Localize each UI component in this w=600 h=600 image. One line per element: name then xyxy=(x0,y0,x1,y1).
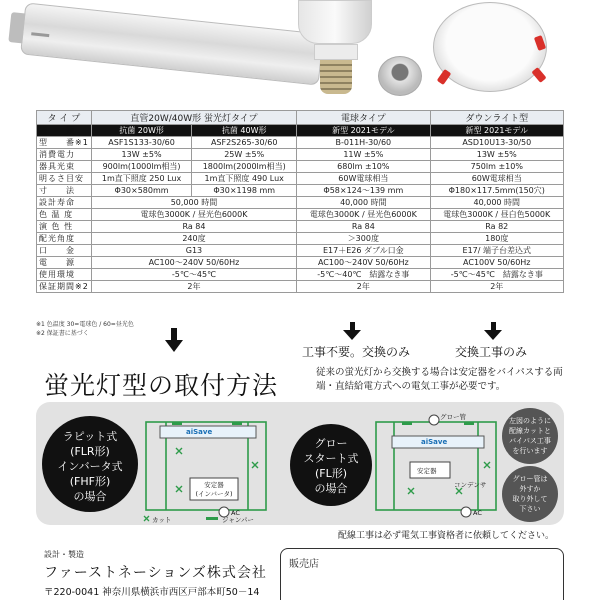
row-label: 器具光束 xyxy=(37,161,92,173)
table-cell: 750lm ±10% xyxy=(430,161,563,173)
table-row xyxy=(37,281,564,293)
table-cell: 抗菌 40W形 xyxy=(192,125,297,137)
table-cell: 電球色3000K / 昼白色5000K xyxy=(430,209,563,221)
wiring-note: 配線工事は必ず電気工事資格者に依頼してください。 xyxy=(338,531,555,541)
row-label: 保証期間※2 xyxy=(37,281,92,293)
table-cell: Ra 84 xyxy=(91,221,296,233)
table-cell: 抗菌 20W形 xyxy=(91,125,192,137)
arrow-bulb-text: 工事不要。交換のみ xyxy=(302,345,411,359)
table-row xyxy=(37,221,564,233)
product-photos xyxy=(0,0,600,108)
table-cell: 2年 xyxy=(430,281,563,293)
table-cell: -5℃～45℃ 結露なき事 xyxy=(430,269,563,281)
table-cell: Ra 84 xyxy=(297,221,430,233)
left-ballast-label: 安定器 (インバータ) xyxy=(195,481,233,498)
table-cell: E17＋E26 ダブル口金 xyxy=(297,245,430,257)
table-cell: B-011H-30/60 xyxy=(297,137,430,149)
table-cell: AC100～240V 50/60Hz xyxy=(297,257,430,269)
table-cell: 60W電球相当 xyxy=(297,173,430,185)
row-label: 明るさ目安 xyxy=(37,173,92,185)
table-cell: ASF2S265-30/60 xyxy=(192,137,297,149)
table-cell: -5℃～45℃ xyxy=(91,269,296,281)
install-explanation: 従来の蛍光灯から交換する場合は安定器をバイパスする両端・直結給電方式への電気工事が必要です。 xyxy=(316,367,563,392)
table-cell: 25W ±5% xyxy=(192,149,297,161)
table-row xyxy=(37,173,564,185)
glow-start-circle: グロー スタート式 (FL形) の場合 xyxy=(290,424,372,506)
row-label: 配光角度 xyxy=(37,233,92,245)
table-cell: ASD10U13-30/50 xyxy=(430,137,563,149)
downlight-photo xyxy=(433,2,547,92)
glow-label: グロー管 xyxy=(440,413,466,421)
row-label: 口 金 xyxy=(37,245,92,257)
side-note-2: グロー管は 外すか 取り外して 下さい xyxy=(502,466,558,522)
table-cell: 2年 xyxy=(297,281,430,293)
header-type: タ イ プ xyxy=(37,111,92,125)
table-cell: 1m直下照度 250 Lux xyxy=(91,173,192,185)
led-tube-photo xyxy=(20,2,324,85)
row-label: 電 源 xyxy=(37,257,92,269)
legend-jumper: ジャンパー xyxy=(222,516,254,524)
install-title: 蛍光灯型の取付方法 xyxy=(44,371,279,400)
row-label: 演 色 性 xyxy=(37,221,92,233)
row-label: 使用環境 xyxy=(37,269,92,281)
bulb-base-photo xyxy=(320,60,352,94)
note-2: ※2 保証書に基づく xyxy=(36,330,89,337)
table-row xyxy=(37,245,564,257)
table-cell: -5℃～40℃ 結露なき事 xyxy=(297,269,430,281)
table-cell: 2年 xyxy=(91,281,296,293)
table-cell: 電球色3000K / 昼光色6000K xyxy=(91,209,296,221)
table-row xyxy=(37,209,564,221)
table-header-row xyxy=(37,111,564,125)
table-row xyxy=(37,137,564,149)
header-bulb: 電球タイプ xyxy=(297,111,430,125)
table-cell: 180度 xyxy=(430,233,563,245)
condenser-label: コンデンサ xyxy=(454,481,487,489)
rapid-start-circle: ラピット式 (FLR形) インバータ式 (FHF形) の場合 xyxy=(42,416,138,512)
table-cell: 60W電球相当 xyxy=(430,173,563,185)
table-cell: AC100V 50/60Hz xyxy=(430,257,563,269)
row-label: 寸 法 xyxy=(37,185,92,197)
table-cell: 50,000 時間 xyxy=(91,197,296,209)
header-tube: 直管20W/40W形 蛍光灯タイプ xyxy=(91,111,296,125)
table-cell: 11W ±5% xyxy=(297,149,430,161)
table-notes xyxy=(36,320,134,338)
table-row xyxy=(37,269,564,281)
right-ballast-label: 安定器 xyxy=(417,467,437,475)
dealer-box xyxy=(280,548,564,600)
table-cell: 240度 xyxy=(91,233,296,245)
table-cell: 新型 2021モデル xyxy=(297,125,430,137)
maker-label: 設計・製造 xyxy=(44,550,84,559)
right-tube-label: aiSave xyxy=(421,438,448,446)
right-ac xyxy=(461,507,471,517)
company-address: 〒220-0041 神奈川県横浜市西区戸部本町50－14 xyxy=(44,587,260,598)
table-cell: E17/ 端子台差込式 xyxy=(430,245,563,257)
dealer-label: 販売店 xyxy=(289,559,319,570)
table-cell: 900lm(1000lm相当) xyxy=(91,161,192,173)
table-cell: Φ58×124～139 mm xyxy=(297,185,430,197)
table-row xyxy=(37,233,564,245)
row-label: 型 番※1 xyxy=(37,137,92,149)
table-cell: 1m直下照度 490 Lux xyxy=(192,173,297,185)
table-cell: AC100～240V 50/60Hz xyxy=(91,257,296,269)
legend-cut: カット xyxy=(152,516,172,524)
led-bulb-photo xyxy=(298,0,372,44)
row-label: 種 類 xyxy=(37,125,92,137)
row-label: 設計寿命 xyxy=(37,197,92,209)
header-downlight: ダウンライト型 xyxy=(430,111,563,125)
left-tube-label: aiSave xyxy=(186,428,213,436)
table-cell: 40,000 時間 xyxy=(297,197,430,209)
table-cell: ＞300度 xyxy=(297,233,430,245)
table-row xyxy=(37,185,564,197)
company-name: ファーストネーションズ株式会社 xyxy=(44,565,267,581)
spec-body xyxy=(37,125,564,293)
table-cell: 1800lm(2000lm相当) xyxy=(192,161,297,173)
table-cell: 新型 2021モデル xyxy=(430,125,563,137)
table-cell: Ra 82 xyxy=(430,221,563,233)
right-ac-label: AC xyxy=(473,509,482,517)
arrow-downlight-text: 交換工事のみ xyxy=(455,345,528,359)
table-cell: ASF1S133-30/60 xyxy=(91,137,192,149)
table-row xyxy=(37,125,564,137)
note-1: ※1 色温度 30=電球色 / 60=昼光色 xyxy=(36,321,134,328)
spec-table xyxy=(36,110,564,293)
table-row xyxy=(37,161,564,173)
socket-adapter-photo xyxy=(378,56,422,96)
left-ac-label: AC xyxy=(231,509,240,517)
table-row xyxy=(37,197,564,209)
table-cell: 13W ±5% xyxy=(430,149,563,161)
table-cell: 40,000 時間 xyxy=(430,197,563,209)
table-row xyxy=(37,257,564,269)
table-row xyxy=(37,149,564,161)
table-cell: Φ30×580mm xyxy=(91,185,192,197)
table-cell: Φ30×1198 mm xyxy=(192,185,297,197)
wiring-lines xyxy=(36,402,564,525)
glow-tube xyxy=(429,415,439,425)
table-cell: 680lm ±10% xyxy=(297,161,430,173)
wiring-diagram-panel xyxy=(36,402,564,525)
table-cell: G13 xyxy=(91,245,296,257)
row-label: 消費電力 xyxy=(37,149,92,161)
side-note-1: 左図のように 配線カットと バイパス工事 を行います xyxy=(502,408,558,464)
table-cell: 電球色3000K / 昼光色6000K xyxy=(297,209,430,221)
row-label: 色 温 度 xyxy=(37,209,92,221)
table-cell: Φ180×117.5mm(150穴) xyxy=(430,185,563,197)
table-cell: 13W ±5% xyxy=(91,149,192,161)
